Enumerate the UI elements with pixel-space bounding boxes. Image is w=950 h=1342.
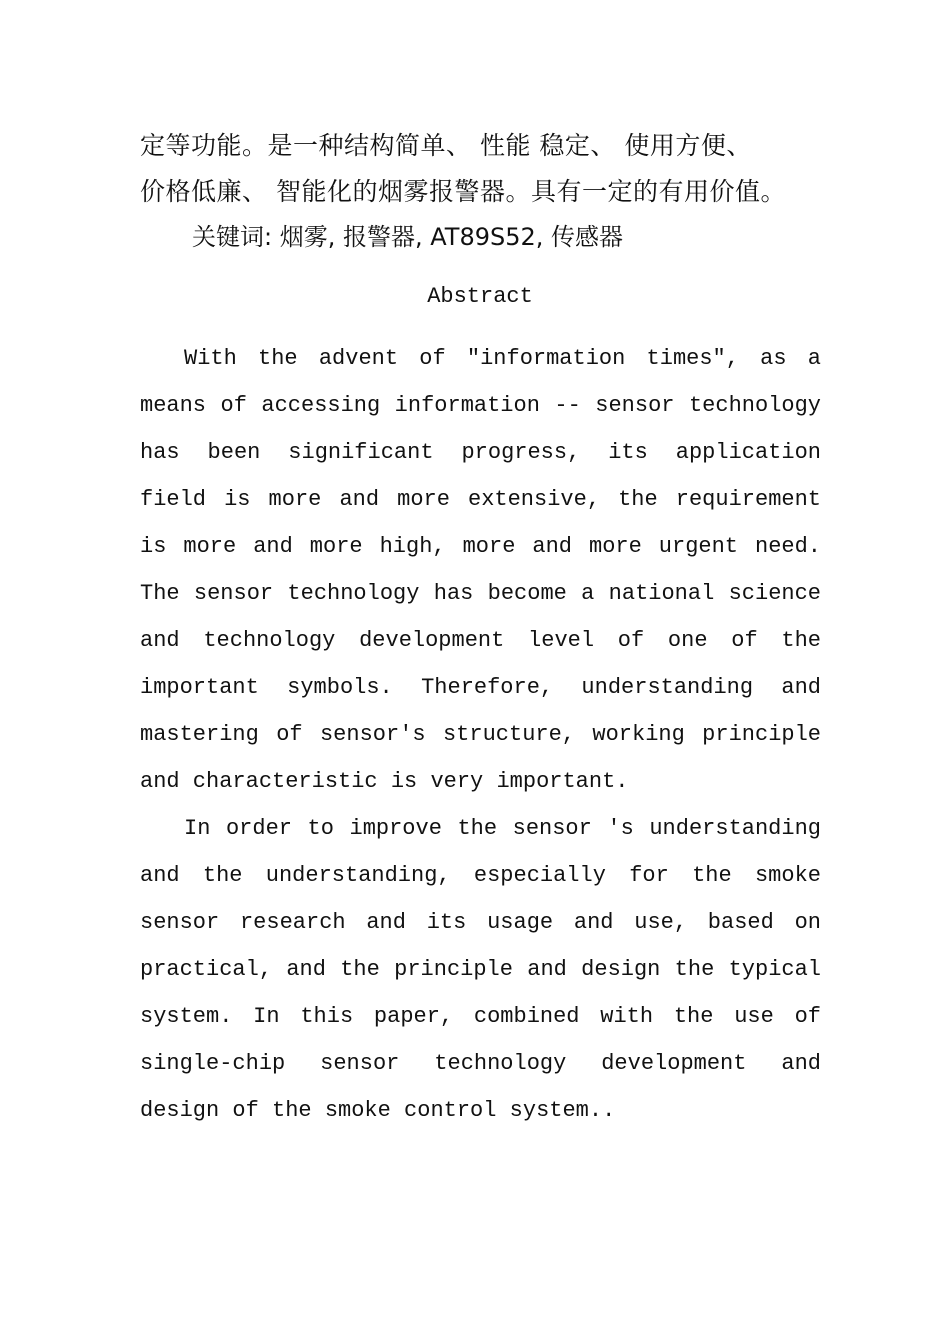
- abstract-paragraph-2: In order to improve the sensor 's understanding and the understanding, especially for the smoke sensor research and its usage and use, based on practical, and the principle and design the typical system. In this paper, combined with the use of single-chip sensor technology development and design of the smoke control system..: [140, 816, 821, 1123]
- chinese-abstract-line-1: 定等功能。是一种结构简单、 性能 稳定、 使用方便、: [140, 131, 752, 160]
- keywords-line: 关键词: 烟雾, 报警器, AT89S52, 传感器: [192, 223, 624, 251]
- chinese-abstract-line-2: 价格低廉、 智能化的烟雾报警器。具有一定的有用价值。: [140, 177, 786, 206]
- abstract-heading: Abstract: [427, 284, 533, 309]
- abstract-paragraph-1: With the advent of "information times", as a means of accessing information -- sensor technology has been significant progress, its application field is more and more extensive, the requirement is more and more high, more and more urgent need. The sensor technology has become a national science and technology development level of one of the important symbols. Therefore, understanding and mastering of sensor's structure, working principle and characteristic is very important.: [140, 346, 821, 794]
